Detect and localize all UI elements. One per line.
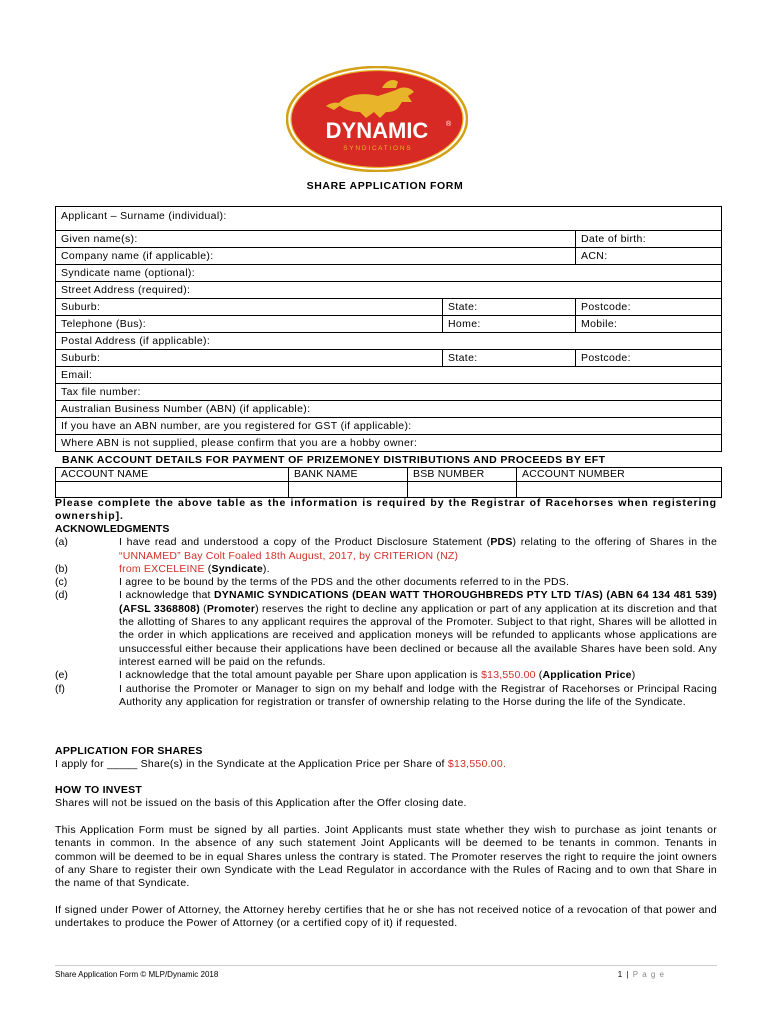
logo-sub: S Y N D I C A T I O N S xyxy=(343,145,411,152)
street-address-field[interactable]: Street Address (required): xyxy=(56,282,722,299)
tax-file-number-field[interactable]: Tax file number: xyxy=(56,384,722,401)
joint-applicants-paragraph: This Application Form must be signed by all parties. Joint Applicants must state whether they wish to purchase as joint tenants or tenants in common. In the absence of any such statement Joint Applicants will be deemed to be tenants in common. Tenants in common will be deemed to be in equal Shares unless the contrary is stated. The Promoter reserves the right to require the joint owners of any Share to register their own Syndicate with the Lead Regulator in accordance with the Rules of Racing and to own that Share in the name of that Syndicate. xyxy=(55,824,717,890)
bank-col-bank-name: BANK NAME xyxy=(289,468,408,482)
bank-name-input[interactable] xyxy=(289,482,408,498)
given-names-field[interactable]: Given name(s): xyxy=(56,231,576,248)
footer-divider xyxy=(55,965,717,966)
invest-text: Shares will not be issued on the basis of this Application after the Offer closing date. xyxy=(55,797,467,810)
account-name-input[interactable] xyxy=(56,482,289,498)
ack-item-a: (a) I have read and understood a copy of the Product Disclosure Statement (PDS) relating to the offering of Shares in the “UNNAMED” Bay Colt Foaled 18th August, 2017, by CRITERION (NZ) xyxy=(55,536,717,562)
logo-brand: DYNAMIC xyxy=(325,118,429,143)
bank-details-heading: BANK ACCOUNT DETAILS FOR PAYMENT OF PRIZEMONEY DISTRIBUTIONS AND PROCEEDS BY EFT xyxy=(62,454,606,466)
footer-page-number: 1 | P a g e xyxy=(617,970,665,979)
application-text: I apply for _____ Share(s) in the Syndicate at the Application Price per Share of xyxy=(55,758,448,771)
suburb-field[interactable]: Suburb: xyxy=(56,299,443,316)
ack-item-c: (c) I agree to be bound by the terms of the PDS and the other documents referred to in the PDS. xyxy=(55,576,570,589)
state-field[interactable]: State: xyxy=(443,299,576,316)
applicant-details-table xyxy=(55,206,722,452)
bank-col-account-name: ACCOUNT NAME xyxy=(56,468,289,482)
acn-field[interactable]: ACN: xyxy=(576,248,722,265)
date-of-birth-field[interactable]: Date of birth: xyxy=(576,231,722,248)
bank-col-bsb: BSB NUMBER xyxy=(408,468,517,482)
dynamic-syndications-logo xyxy=(286,66,468,172)
footer-copyright: Share Application Form © MLP/Dynamic 2018 xyxy=(55,970,219,979)
power-of-attorney-paragraph: If signed under Power of Attorney, the Attorney hereby certifies that he or she has not received notice of a revocation of that power and undertakes to produce the Power of Attorney (or a certified copy of it) if requested. xyxy=(55,904,717,930)
application-price: $13,550.00. xyxy=(447,758,507,771)
application-for-shares xyxy=(55,745,717,772)
registrar-note: Please complete the above table as the information is required by the Registrar of Racehorses when registering ownership]. xyxy=(55,497,717,523)
acknowledgments-heading: ACKNOWLEDGMENTS xyxy=(55,523,170,535)
bank-details-table xyxy=(55,467,722,498)
ack-item-d: (d) I acknowledge that DYNAMIC SYNDICATIONS (DEAN WATT THOROUGHBREDS PTY LTD T/AS) (ABN 64 134 481 539) (AFSL 3368808) (Promoter) reserves the right to decline any application or part of any application at its discretion and that the allotting of Shares to any applicant requires the approval of the Promoter. Subject to that right, Shares will be allotted in the order in which applications are received and application moneys will be refunded to applicants whose applications are unsuccessful either because their applications have been declined or because all the available Shares have been sold. Any interest earned will be paid on the refunds. xyxy=(55,589,717,668)
application-heading: APPLICATION FOR SHARES xyxy=(55,745,203,757)
company-name-field[interactable]: Company name (if applicable): xyxy=(56,248,576,265)
acknowledgments-section xyxy=(55,523,717,709)
page-title: SHARE APPLICATION FORM xyxy=(306,180,464,192)
telephone-field[interactable]: Telephone (Bus): xyxy=(56,316,443,333)
postal-state-field[interactable]: State: xyxy=(443,350,576,367)
ack-item-e: (e) I acknowledge that the total amount payable per Share upon application is $13,550.00 (Application Price) xyxy=(55,669,636,682)
email-field[interactable]: Email: xyxy=(56,367,722,384)
mobile-field[interactable]: Mobile: xyxy=(576,316,722,333)
hobby-owner-field[interactable]: Where ABN is not supplied, please confirm that you are a hobby owner: xyxy=(56,435,722,452)
bank-col-account-number: ACCOUNT NUMBER xyxy=(517,468,722,482)
gst-field[interactable]: If you have an ABN number, are you registered for GST (if applicable): xyxy=(56,418,722,435)
postal-address-field[interactable]: Postal Address (if applicable): xyxy=(56,333,722,350)
invest-heading: HOW TO INVEST xyxy=(55,784,143,796)
ack-item-f: (f) I authorise the Promoter or Manager to sign on my behalf and lodge with the Registrar of Racehorses or Principal Racing Authority any application for registration or transfer of ownership relating to the Horse during the life of the Syndicate. xyxy=(55,682,717,708)
postal-postcode-field[interactable]: Postcode: xyxy=(576,350,722,367)
svg-text:®: ® xyxy=(446,121,452,128)
how-to-invest xyxy=(55,784,717,811)
ack-item-b: (b) from EXCELEINE (Syndicate). xyxy=(55,562,270,575)
applicant-surname-field[interactable]: Applicant – Surname (individual): xyxy=(56,207,722,231)
postcode-field[interactable]: Postcode: xyxy=(576,299,722,316)
postal-suburb-field[interactable]: Suburb: xyxy=(56,350,443,367)
syndicate-name-field[interactable]: Syndicate name (optional): xyxy=(56,265,722,282)
home-phone-field[interactable]: Home: xyxy=(443,316,576,333)
bsb-input[interactable] xyxy=(408,482,517,498)
account-number-input[interactable] xyxy=(517,482,722,498)
abn-field[interactable]: Australian Business Number (ABN) (if applicable): xyxy=(56,401,722,418)
